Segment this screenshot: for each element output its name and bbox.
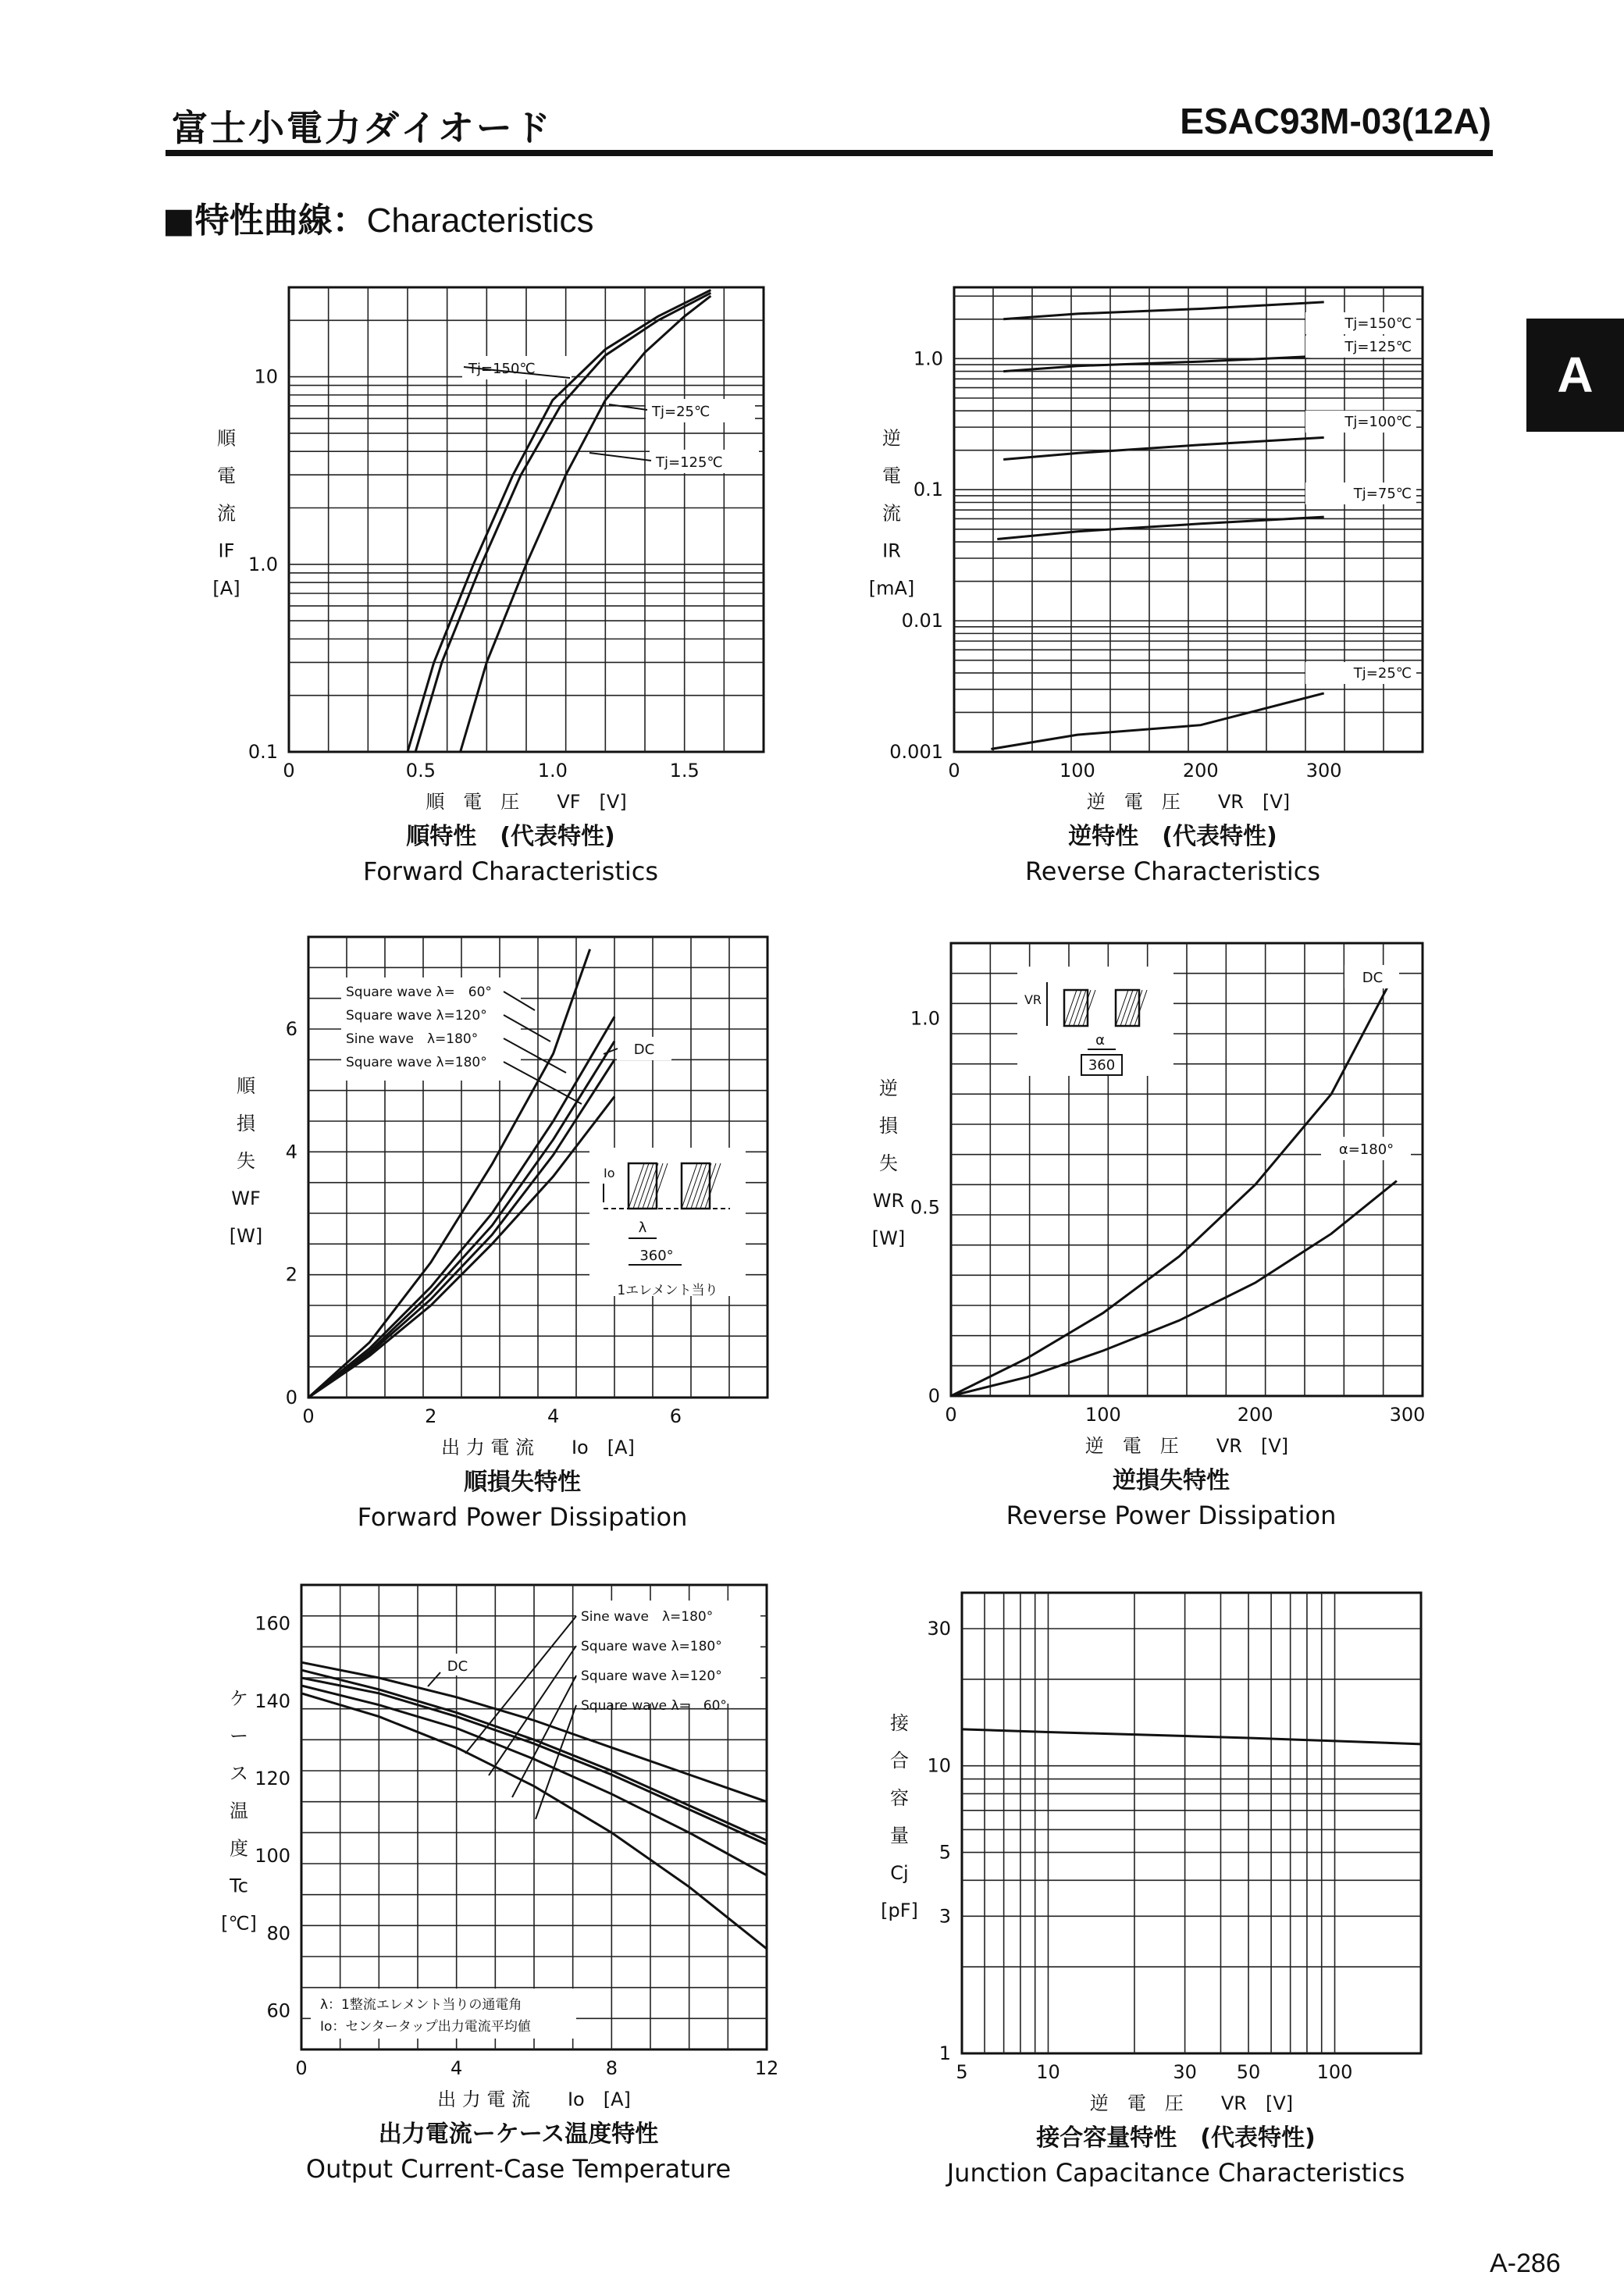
y-tick-label: 0.1: [913, 479, 943, 501]
y-axis-label: 量: [890, 1825, 909, 1846]
series-label: α=180°: [1338, 1141, 1394, 1158]
x-tick-label: 8: [605, 2057, 618, 2079]
leader-line: [589, 453, 651, 461]
x-axis-label: 逆 電 圧 VR [V]: [1086, 791, 1291, 813]
y-axis-label: IF: [218, 539, 235, 562]
inset-io-label: Io: [604, 1166, 615, 1180]
y-axis-label: 損: [237, 1113, 255, 1134]
y-axis-label: 順: [237, 1075, 255, 1097]
chart-title-en: Forward Characteristics: [362, 856, 659, 886]
y-axis-label: Cj: [890, 1862, 909, 1884]
x-tick-label: 300: [1305, 760, 1342, 782]
x-tick-label: 0: [283, 760, 295, 782]
inset-lambda-label: λ: [638, 1220, 647, 1236]
section-title-en: Characteristics: [366, 201, 594, 240]
y-tick-label: 5: [938, 1841, 951, 1864]
y-tick-label: 0.5: [910, 1196, 940, 1219]
y-axis-label: 電: [217, 465, 236, 487]
x-axis-label: 出 力 電 流 Io [A]: [437, 2088, 631, 2110]
chart-title-en: Reverse Characteristics: [1024, 856, 1321, 886]
y-axis-label: WR: [872, 1190, 905, 1212]
x-tick-label: 100: [1316, 2061, 1353, 2083]
series-label: Tj=25℃: [652, 404, 710, 420]
y-axis-label: ケ: [230, 1687, 248, 1710]
y-tick-label: 100: [255, 1845, 290, 1868]
y-axis-label: WF: [231, 1188, 261, 1209]
chart-title-en: Reverse Power Dissipation: [1006, 1501, 1337, 1530]
series-label: Tj=75℃: [1353, 486, 1412, 502]
x-axis-label: 出 力 電 流 Io [A]: [441, 1437, 635, 1458]
y-axis-label: ス: [230, 1762, 248, 1785]
chart-forward: [212, 287, 764, 886]
x-axis-label: 逆 電 圧 VR [V]: [1084, 1435, 1289, 1457]
chart-junction_cap: [881, 1593, 1421, 2188]
y-axis-label: 逆: [882, 427, 901, 450]
leader-line: [465, 1616, 576, 1754]
inset-period-label: 360: [1088, 1057, 1116, 1074]
x-tick-label: 1.5: [669, 760, 700, 782]
y-axis-label: IR: [882, 539, 901, 562]
y-tick-label: 10: [927, 1754, 951, 1777]
leader-line: [428, 1672, 440, 1686]
y-tick-label: 0.1: [248, 741, 278, 763]
y-axis-label: 失: [237, 1150, 255, 1172]
x-tick-label: 200: [1237, 1404, 1273, 1426]
inset-period-label: 360°: [639, 1248, 674, 1264]
y-axis-label: Tc: [230, 1875, 248, 1897]
page-number: A-286: [1490, 2249, 1561, 2278]
chart-title-jp: 出力電流ーケース温度特性: [378, 2121, 659, 2148]
y-tick-label: 1: [938, 2042, 951, 2064]
y-tick-label: 2: [285, 1263, 297, 1286]
dc-label: DC: [447, 1658, 468, 1675]
y-tick-label: 0.01: [901, 610, 943, 632]
x-tick-label: 2: [425, 1405, 437, 1427]
inset-vr-label: VR: [1024, 992, 1042, 1007]
x-tick-label: 100: [1059, 760, 1095, 782]
y-tick-label: 120: [255, 1767, 290, 1789]
chart-reverse: [869, 287, 1423, 886]
series-line: [962, 1729, 1421, 1744]
legend-entry: Square wave λ= 60°: [346, 985, 492, 1000]
y-axis-label: 流: [882, 502, 901, 525]
series-label: Tj=25℃: [1353, 665, 1412, 682]
x-tick-label: 4: [451, 2057, 463, 2079]
series-label: Tj=150℃: [1344, 315, 1412, 332]
y-tick-label: 4: [285, 1141, 297, 1163]
series-line: [997, 517, 1323, 539]
y-axis-label: 流: [217, 502, 236, 525]
note-line: Io：センタータップ出力電流平均値: [320, 2019, 531, 2035]
x-tick-label: 0: [948, 760, 960, 782]
y-axis-label: [W]: [229, 1225, 263, 1247]
chart-title-jp: 逆特性 (代表特性): [1068, 823, 1277, 850]
chart-title-jp: 順特性 (代表特性): [406, 823, 615, 850]
y-tick-label: 60: [266, 1999, 290, 2022]
series-label: DC: [1362, 970, 1384, 986]
y-tick-label: 0.001: [889, 741, 943, 763]
note-line: λ：1整流エレメント当りの通電角: [320, 1997, 522, 2013]
y-axis-label: 電: [882, 465, 901, 487]
chart-fwd_power: [230, 937, 767, 1532]
x-tick-label: 12: [754, 2057, 779, 2079]
y-axis-label: [mA]: [868, 577, 915, 600]
y-axis-label: 接: [890, 1712, 909, 1734]
y-axis-label: 温: [230, 1800, 248, 1822]
y-axis-label: 容: [890, 1787, 909, 1809]
legend-entry: Sine wave λ=180°: [581, 1609, 714, 1625]
x-tick-label: 200: [1182, 760, 1219, 782]
y-tick-label: 1.0: [910, 1007, 940, 1030]
x-tick-label: 0: [945, 1404, 957, 1426]
y-tick-label: 30: [927, 1618, 951, 1640]
inset-alpha-label: α: [1095, 1032, 1105, 1049]
y-axis-label: [W]: [871, 1227, 906, 1249]
x-axis-label: 順 電 圧 VF [V]: [426, 791, 627, 813]
legend-entry: Sine wave λ=180°: [346, 1031, 479, 1047]
x-tick-label: 30: [1173, 2061, 1197, 2083]
plot-frame: [962, 1593, 1421, 2053]
y-axis-label: 失: [879, 1152, 898, 1174]
legend-entry: Square wave λ= 60°: [581, 1698, 727, 1714]
y-tick-label: 160: [255, 1612, 290, 1635]
series-label: Tj=100℃: [1344, 414, 1412, 430]
chart-title-jp: 順損失特性: [464, 1469, 581, 1496]
chart-title-jp: 接合容量特性 (代表特性): [1036, 2124, 1316, 2152]
chart-rev_power: [872, 943, 1426, 1530]
x-tick-label: 300: [1389, 1404, 1426, 1426]
x-tick-label: 10: [1036, 2061, 1060, 2083]
y-axis-label: [A]: [212, 577, 240, 600]
chart-case_temp: [221, 1585, 778, 2184]
chart-title-en: Forward Power Dissipation: [357, 1502, 688, 1532]
header-title: 富士小電力ダイオード: [172, 107, 553, 149]
series-label: Tj=125℃: [656, 454, 723, 471]
x-tick-label: 1.0: [537, 760, 568, 782]
x-tick-label: 0.5: [405, 760, 436, 782]
y-tick-label: 0: [285, 1387, 297, 1408]
x-tick-label: 100: [1084, 1404, 1121, 1426]
y-axis-label: ー: [230, 1725, 248, 1747]
legend-entry: Square wave λ=120°: [581, 1668, 722, 1684]
legend-entry: Square wave λ=180°: [346, 1055, 487, 1070]
y-tick-label: 0: [928, 1385, 940, 1407]
part-number: ESAC93M-03(12A): [1180, 101, 1491, 141]
series-label: Tj=150℃: [468, 361, 536, 377]
y-axis-label: 合: [890, 1750, 909, 1772]
y-tick-label: 140: [255, 1690, 290, 1712]
x-tick-label: 4: [547, 1405, 560, 1427]
y-axis-label: [pF]: [881, 1900, 918, 1921]
chart-title-jp: 逆損失特性: [1113, 1467, 1230, 1494]
series-label: Tj=125℃: [1344, 339, 1412, 355]
x-axis-label: 逆 電 圧 VR [V]: [1089, 2092, 1294, 2114]
y-axis-label: 順: [217, 427, 236, 450]
section-tab: A: [1526, 319, 1624, 432]
chart-title-en: Output Current-Case Temperature: [305, 2154, 732, 2184]
series-line: [1003, 302, 1324, 319]
chart-title-en: Junction Capacitance Characteristics: [946, 2158, 1405, 2188]
y-tick-label: 1.0: [248, 553, 278, 575]
y-tick-label: 80: [266, 1922, 290, 1945]
series-line: [1003, 437, 1324, 459]
series-line: [991, 693, 1323, 750]
y-axis-label: 損: [879, 1115, 898, 1137]
y-axis-label: 逆: [879, 1077, 898, 1099]
dc-label: DC: [633, 1042, 655, 1058]
x-tick-label: 0: [295, 2057, 308, 2079]
x-tick-label: 5: [956, 2061, 968, 2083]
x-tick-label: 50: [1236, 2061, 1261, 2083]
y-tick-label: 10: [254, 365, 278, 388]
section-title-jp: ■特性曲線：: [162, 201, 367, 240]
y-axis-label: [℃]: [221, 1912, 257, 1935]
y-tick-label: 6: [285, 1018, 297, 1040]
legend-entry: Square wave λ=180°: [581, 1639, 722, 1654]
inset-note: 1エレメント当り: [617, 1283, 718, 1298]
x-tick-label: 6: [669, 1405, 682, 1427]
x-tick-label: 0: [302, 1405, 315, 1427]
y-axis-label: 度: [230, 1837, 248, 1860]
y-tick-label: 3: [938, 1905, 951, 1928]
legend-entry: Square wave λ=120°: [346, 1008, 487, 1024]
leader-line: [504, 1062, 582, 1104]
y-tick-label: 1.0: [913, 347, 943, 370]
